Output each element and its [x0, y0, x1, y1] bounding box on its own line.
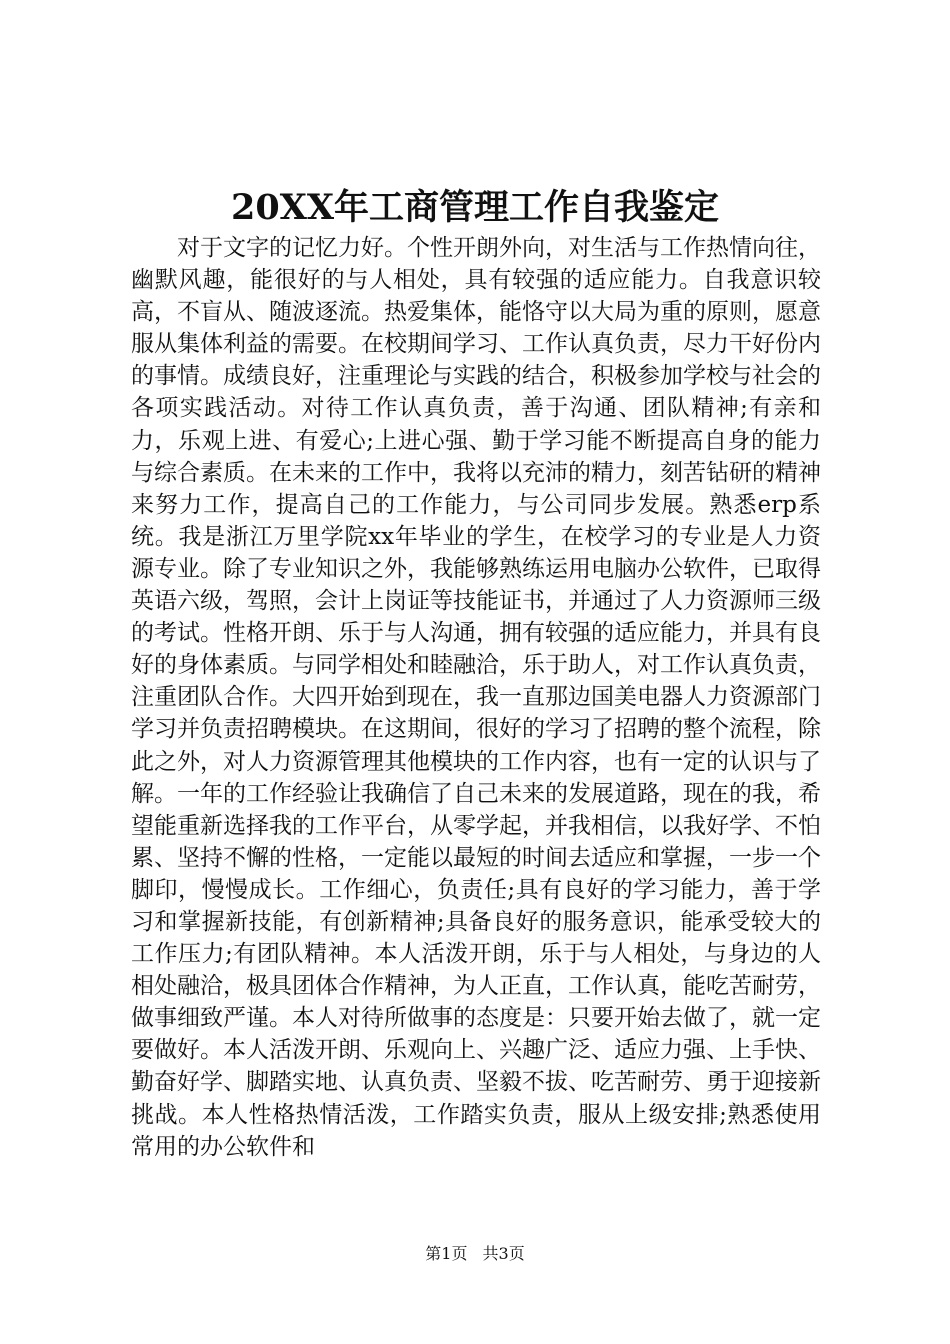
- document-title: 20XX年工商管理工作自我鉴定: [230, 187, 720, 228]
- page-number-total: 共3页: [482, 1244, 525, 1263]
- page-footer: [0, 1243, 950, 1265]
- page-number-current: 第1页: [425, 1244, 468, 1263]
- document-body-paragraph: 对于文字的记忆力好。个性开朗外向，对生活与工作热情向往，幽默风趣，能很好的与人相处，具有较强的适应能力。自我意识较高，不盲从、随波逐流。热爱集体，能恪守以大局为重的原则，愿意服从集体利益的需要。在校期间学习、工作认真负责，尽力干好份内的事情。成绩良好，注重理论与实践的结合，积极参加学校与社会的各项实践活动。对待工作认真负责，善于沟通、团队精神;有亲和力，乐观上进、有爱心;上进心强、勤于学习能不断提高自身的能力与综合素质。在未来的工作中，我将以充沛的精力，刻苦钻研的精神来努力工作，提高自己的工作能力，与公司同步发展。熟悉erp系统。我是浙江万里学院xx年毕业的学生，在校学习的专业是人力资源专业。除了专业知识之外，我能够熟练运用电脑办公软件，已取得英语六级，驾照，会计上岗证等技能证书，并通过了人力资源师三级的考试。性格开朗、乐于与人沟通，拥有较强的适应能力，并具有良好的身体素质。与同学相处和睦融洽，乐于助人，对工作认真负责，注重团队合作。大四开始到现在，我一直那边国美电器人力资源部门学习并负责招聘模块。在这期间，很好的学习了招聘的整个流程，除此之外，对人力资源管理其他模块的工作内容，也有一定的认识与了解。一年的工作经验让我确信了自己未来的发展道路，现在的我，希望能重新选择我的工作平台，从零学起，并我相信，以我好学、不怕累、坚持不懈的性格，一定能以最短的时间去适应和掌握，一步一个脚印，慢慢成长。工作细心，负责任;具有良好的学习能力，善于学习和掌握新技能，有创新精神;具备良好的服务意识，能承受较大的工作压力;有团队精神。本人活泼开朗，乐于与人相处，与身边的人相处融洽，极具团体合作精神，为人正直，工作认真，能吃苦耐劳，做事细致严谨。本人对待所做事的态度是：只要开始去做了，就一定要做好。本人活泼开朗、乐观向上、兴趣广泛、适应力强、上手快、勤奋好学、脚踏实地、认真负责、坚毅不拔、吃苦耐劳、勇于迎接新挑战。本人性格热情活泼，工作踏实负责，服从上级安排;熟悉使用常用的办公软件和: [131, 235, 821, 1160]
